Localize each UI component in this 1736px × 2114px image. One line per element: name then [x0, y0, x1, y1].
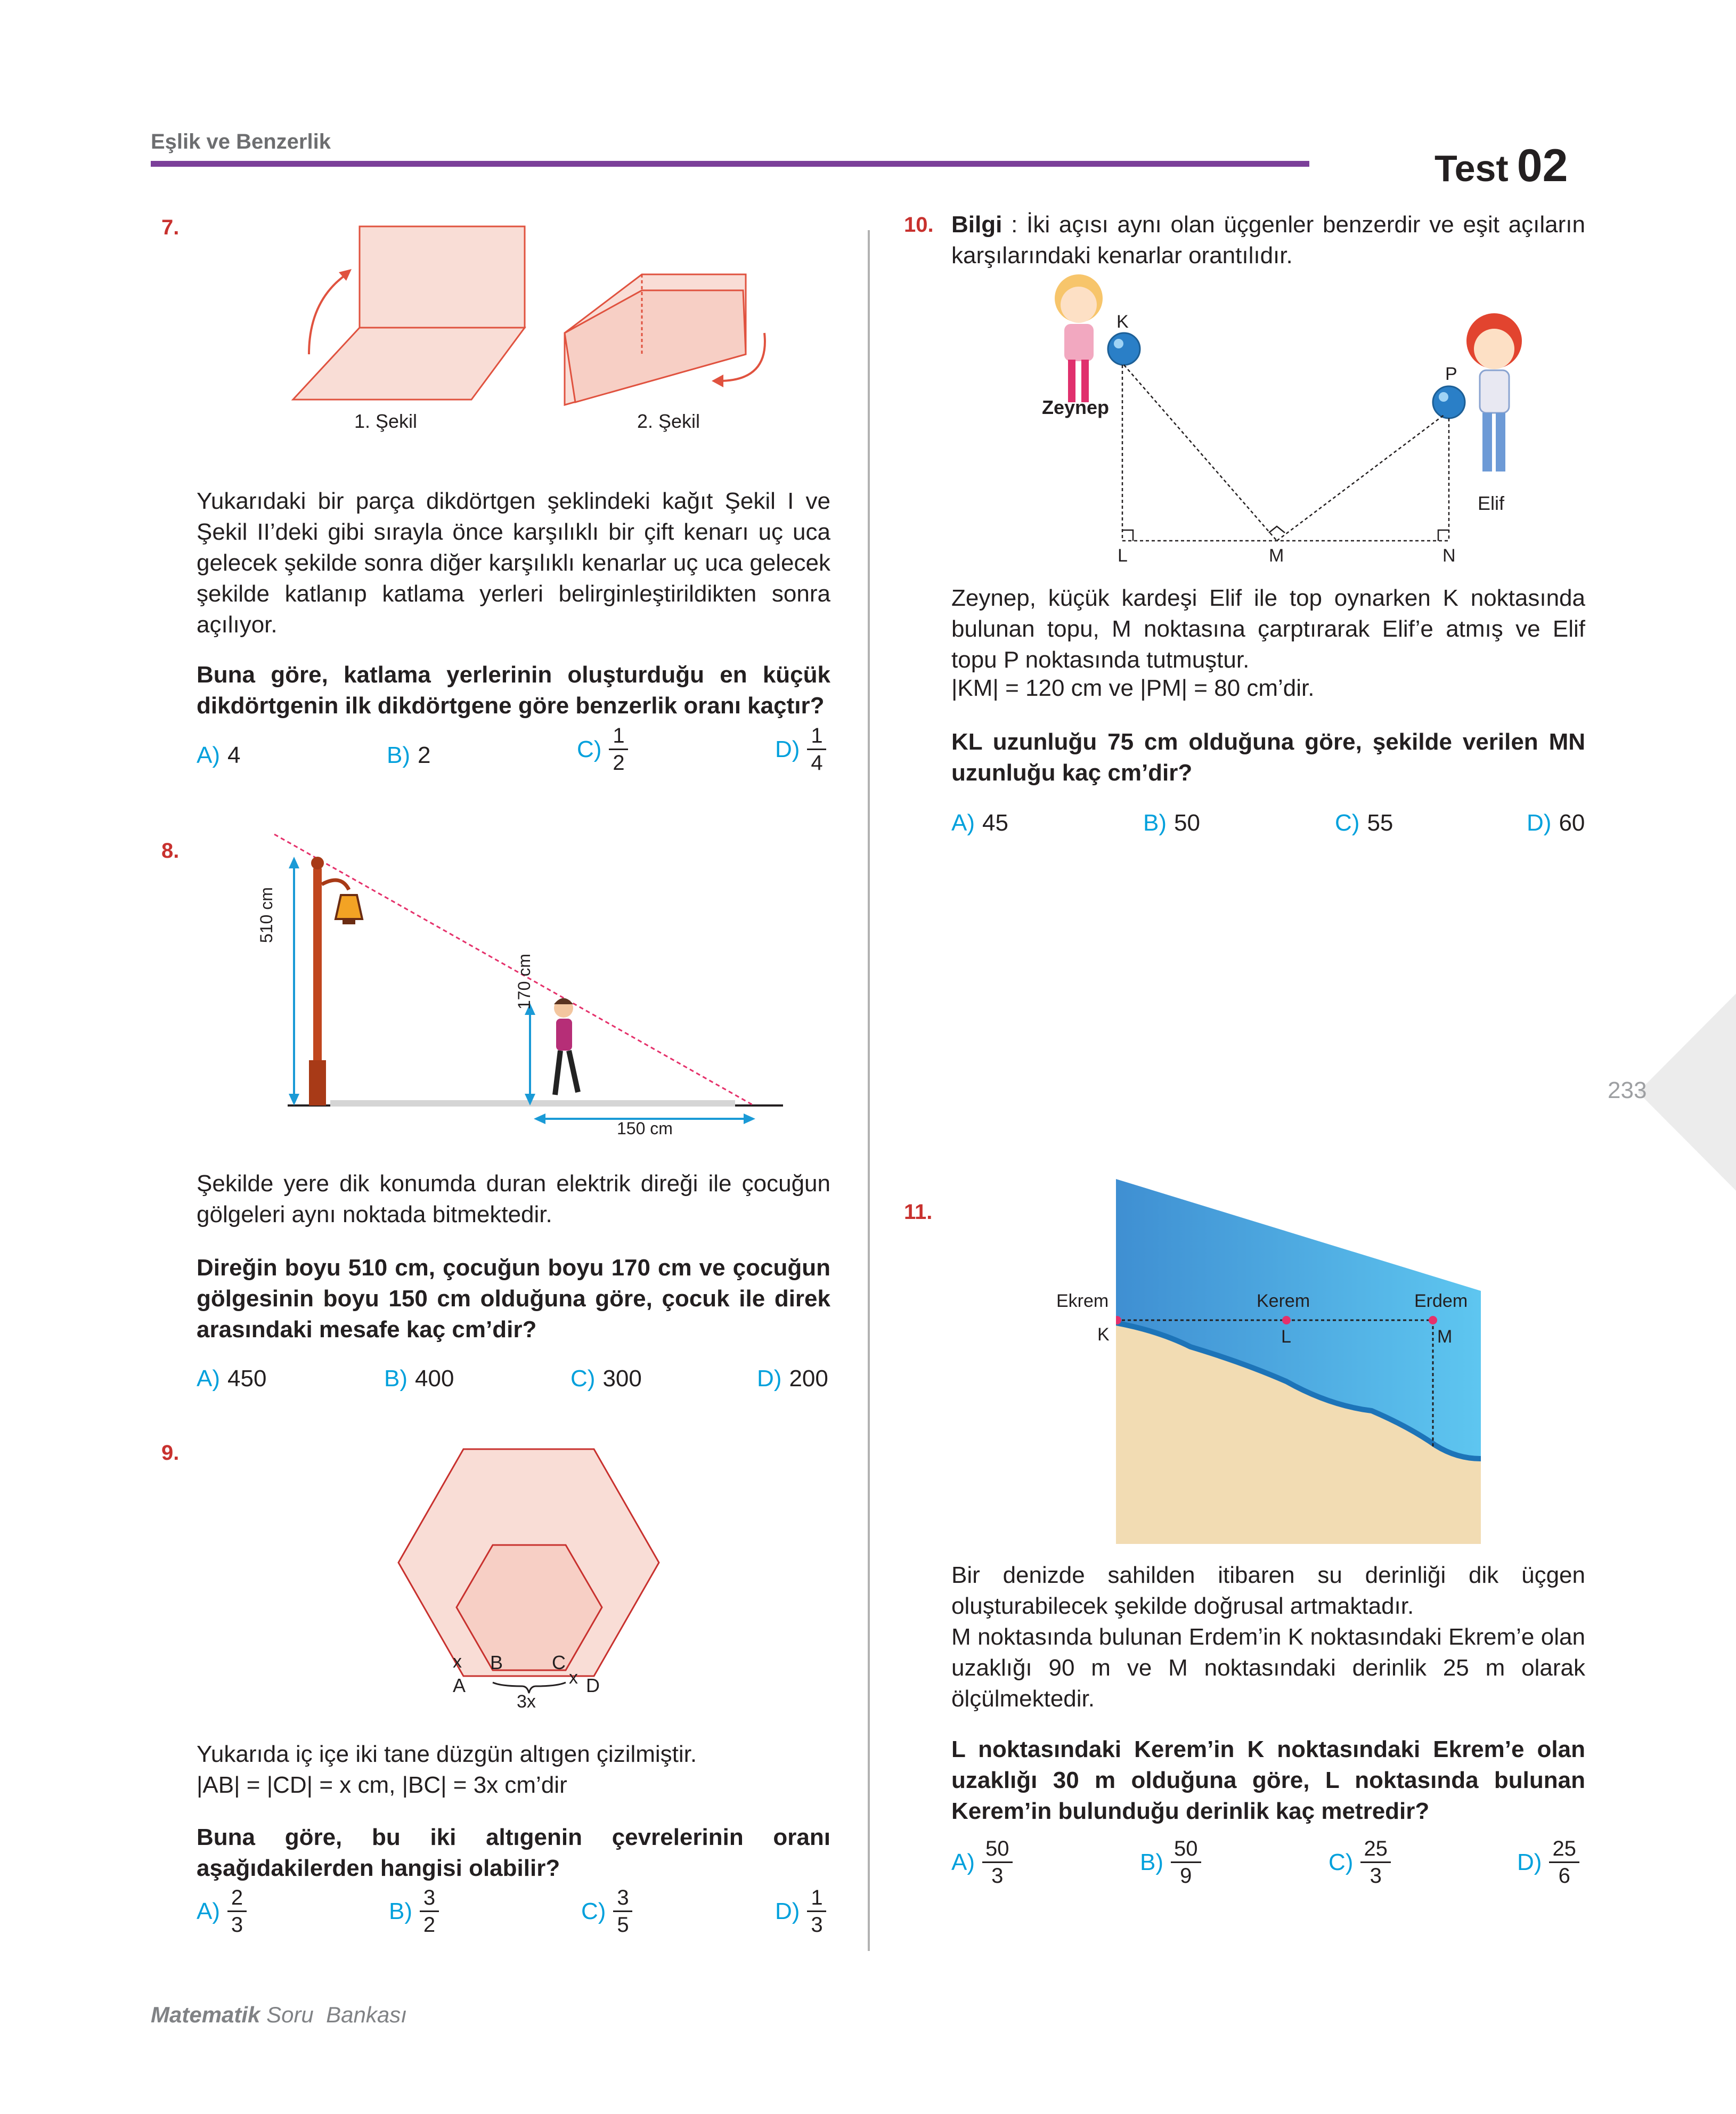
- denominator: 3: [231, 1913, 243, 1937]
- q11-label-kerem: Kerem: [1257, 1291, 1310, 1311]
- option-letter: C): [581, 1898, 606, 1924]
- option-letter: B): [1140, 1849, 1163, 1875]
- q9-label-x2: x: [569, 1668, 578, 1688]
- option-value: 400: [415, 1365, 454, 1392]
- option-value: 50: [1174, 810, 1200, 836]
- numerator: 50: [985, 1837, 1009, 1860]
- denominator: 6: [1558, 1864, 1570, 1888]
- option-value: 300: [602, 1365, 642, 1392]
- q10-ball-shine: [1439, 392, 1448, 402]
- q8-arrowhead: [534, 1113, 545, 1124]
- option-letter: D): [1527, 810, 1552, 836]
- q10-figure: [1039, 261, 1534, 559]
- fraction: [227, 1885, 247, 1938]
- fraction: [1171, 1836, 1201, 1889]
- q8-option-d[interactable]: [757, 1365, 828, 1392]
- q10-question: KL uzunluğu 75 cm olduğuna göre, şekilde verilen MN uzunluğu kaç cm’dir?: [951, 729, 1585, 786]
- q8-lamp-bottom: [343, 919, 355, 924]
- numerator: 1: [811, 1886, 823, 1909]
- q7-option-b[interactable]: [387, 742, 430, 769]
- q9-label-D: D: [586, 1674, 600, 1696]
- q9-figure: [394, 1444, 666, 1721]
- q10-info-text: : İki açısı aynı olan üçgenler benzerdir ve eşit açıların karşılarındaki kenarlar orantılıdır.: [951, 212, 1585, 269]
- q7-question: Buna göre, katlama yerlerinin oluşturduğu en küçük dikdörtgenin ilk dikdörtgene göre benzerlik oranı kaçtır?: [197, 662, 830, 719]
- q10-elif-body: [1480, 370, 1509, 413]
- q10-ball-shine: [1114, 339, 1123, 348]
- option-value: 55: [1367, 810, 1393, 836]
- numerator: 1: [613, 724, 625, 747]
- numerator: 50: [1174, 1837, 1198, 1860]
- q8-pole-base: [309, 1060, 326, 1105]
- option-value: 4: [227, 742, 241, 768]
- denominator: 9: [1180, 1864, 1192, 1888]
- q11-label-k: K: [1097, 1324, 1110, 1345]
- option-letter: D): [757, 1365, 782, 1392]
- q10-label-elif: Elif: [1478, 492, 1505, 514]
- q9-label-C: C: [552, 1652, 566, 1673]
- q8-child-leg: [555, 1051, 560, 1095]
- denominator: 3: [991, 1864, 1004, 1888]
- q8-shadow: [330, 1100, 735, 1107]
- q11-point-m: [1429, 1316, 1437, 1324]
- option-value: 2: [418, 742, 431, 768]
- option-letter: D): [775, 736, 800, 762]
- q8-option-a[interactable]: [197, 1365, 266, 1392]
- q7-option-d[interactable]: [775, 723, 826, 776]
- q7-option-c[interactable]: [577, 723, 628, 776]
- q9-label-A: A: [453, 1674, 466, 1696]
- fraction: [1360, 1836, 1391, 1889]
- option-value: 60: [1559, 810, 1585, 836]
- option-letter: A): [951, 1849, 975, 1875]
- q10-option-b[interactable]: [1143, 810, 1200, 836]
- q11-label-l: L: [1281, 1327, 1291, 1347]
- option-letter: A): [197, 1365, 220, 1392]
- q10-ball-k: [1108, 333, 1140, 365]
- label-text: 170 cm: [515, 954, 534, 1010]
- option-letter: C): [1329, 1849, 1354, 1875]
- q8-option-c[interactable]: [570, 1365, 642, 1392]
- page-tab-shape: [1638, 994, 1736, 1191]
- option-letter: D): [1517, 1849, 1542, 1875]
- q8-arrowhead: [289, 857, 299, 868]
- q10-zeynep-leg: [1068, 360, 1075, 402]
- test-label: [1435, 140, 1568, 192]
- q9-text1: Yukarıda iç içe iki tane düzgün altıgen çizilmiştir.: [197, 1741, 697, 1767]
- numerator: 3: [423, 1886, 436, 1909]
- q10-label-zeynep: Zeynep: [1042, 396, 1110, 418]
- numerator: 25: [1552, 1837, 1576, 1860]
- q11-option-d[interactable]: [1517, 1836, 1579, 1889]
- q9-option-d[interactable]: [775, 1885, 826, 1938]
- footer-rest: Soru Bankası: [260, 2002, 407, 2027]
- q11-option-b[interactable]: [1140, 1836, 1201, 1889]
- q7-fig2-back: [565, 290, 746, 402]
- option-value: 200: [789, 1365, 828, 1392]
- option-letter: A): [951, 810, 975, 836]
- q8-shadow-label: 150 cm: [617, 1119, 673, 1138]
- page-number: 233: [1608, 1077, 1647, 1103]
- q10-info-label: Bilgi: [951, 212, 1003, 238]
- q8-pole-top: [311, 857, 324, 869]
- q10-text1: Zeynep, küçük kardeşi Elif ile top oynarken K noktasında bulunan topu, M noktasına çarptırarak Elif’e atmış ve Elif topu P noktasında tutmuştur.: [951, 585, 1585, 673]
- q10-label-m: M: [1269, 546, 1284, 566]
- q11-text1: Bir denizde sahilden itibaren su derinliği dik üçgen oluşturabilecek şekilde doğrusal artmaktadır.: [951, 1562, 1585, 1619]
- q10-segment-km: [1124, 365, 1277, 541]
- chapter-title: Eşlik ve Benzerlik: [151, 130, 331, 153]
- option-letter: B): [384, 1365, 407, 1392]
- q7-fig1-arrow: [309, 274, 346, 354]
- q8-arrowhead: [744, 1113, 755, 1124]
- q10-segment-mp: [1277, 414, 1445, 541]
- q7-number: 7.: [161, 216, 180, 239]
- option-letter: B): [1143, 810, 1167, 836]
- q11-text2: M noktasında bulunan Erdem’in K noktasındaki Ekrem’e olan uzaklığı 90 m ve M noktasındaki derinlik 25 m olarak ölçülmektedir.: [951, 1624, 1585, 1712]
- header-rule: [151, 161, 1309, 167]
- footer-brand: Matematik: [151, 2002, 260, 2027]
- q11-point-l: [1282, 1316, 1291, 1324]
- q7-option-a[interactable]: [197, 742, 240, 769]
- q11-label-ekrem: Ekrem: [1056, 1291, 1109, 1311]
- q10-label-p: P: [1445, 364, 1457, 384]
- q7-fig1-lower-half: [293, 328, 525, 400]
- q8-light-ray: [274, 834, 754, 1105]
- q8-child-height-label: [515, 903, 534, 1010]
- q7-figure: [288, 221, 820, 434]
- q7-fig2-arrowhead: [712, 375, 723, 387]
- numerator: 25: [1364, 1837, 1388, 1860]
- q10-number: 10.: [904, 213, 934, 237]
- q8-lamp: [336, 895, 362, 919]
- q10-label-k: K: [1116, 312, 1129, 332]
- q8-number: 8.: [161, 839, 180, 863]
- q9-text2: |AB| = |CD| = x cm, |BC| = 3x cm’dir: [197, 1772, 567, 1798]
- q7-text: Yukarıdaki bir parça dikdörtgen şeklindeki kağıt Şekil I ve Şekil II’deki gibi sırayla önce karşılıklı bir çift kenarı uç uca gelecek şekilde sonra diğer karşılıklı kenarlar uç uca gelecek şekilde katlanıp katlama yerleri belirginleştirildikten sonra açılıyor.: [197, 488, 830, 638]
- denominator: 5: [617, 1913, 629, 1937]
- q8-option-b[interactable]: [384, 1365, 454, 1392]
- denominator: 2: [423, 1913, 436, 1937]
- q9-option-c[interactable]: [581, 1885, 632, 1938]
- q8-child-leg: [569, 1051, 578, 1092]
- option-letter: C): [570, 1365, 596, 1392]
- option-letter: B): [389, 1898, 412, 1924]
- option-letter: A): [197, 1898, 220, 1924]
- q10-zeynep-body: [1064, 324, 1094, 361]
- q7-fig2-label: 2. Şekil: [637, 410, 700, 432]
- q8-pole: [313, 868, 322, 1066]
- q10-elif-leg: [1482, 413, 1492, 471]
- test-word: Test: [1435, 148, 1509, 189]
- q11-number: 11.: [904, 1200, 933, 1224]
- q10-angle-mark-m: [1269, 526, 1285, 533]
- option-letter: B): [387, 742, 410, 768]
- q8-question: Direğin boyu 510 cm, çocuğun boyu 170 cm ve çocuğun gölgesinin boyu 150 cm olduğuna göre, çocuk ile direk arasındaki mesafe kaç cm’dir?: [197, 1255, 830, 1343]
- q9-option-a[interactable]: [197, 1885, 247, 1938]
- test-number: 02: [1517, 140, 1568, 191]
- q10-ball-p: [1433, 386, 1465, 418]
- q9-label-x1: x: [453, 1652, 462, 1672]
- option-letter: C): [1335, 810, 1360, 836]
- option-letter: A): [197, 742, 220, 768]
- q8-arrowhead: [289, 1094, 299, 1105]
- q8-lamp-arm: [322, 880, 349, 890]
- fraction: [982, 1836, 1013, 1889]
- q10-elif-leg: [1496, 413, 1505, 471]
- q7-fig1-label: 1. Şekil: [354, 410, 418, 432]
- q11-label-erdem: Erdem: [1414, 1291, 1468, 1311]
- fraction: [609, 723, 628, 776]
- q11-option-a[interactable]: [951, 1836, 1013, 1889]
- fraction: [807, 723, 826, 776]
- q11-option-c[interactable]: [1329, 1836, 1391, 1889]
- option-value: 450: [227, 1365, 267, 1392]
- fraction: [613, 1885, 632, 1938]
- q9-question: Buna göre, bu iki altıgenin çevrelerinin oranı aşağıdakilerden hangisi olabilir?: [197, 1824, 830, 1881]
- q8-child-body: [556, 1019, 572, 1051]
- denominator: 3: [1370, 1864, 1382, 1888]
- denominator: 2: [613, 751, 625, 775]
- q9-option-b[interactable]: [389, 1885, 439, 1938]
- q10-label-l: L: [1118, 546, 1128, 566]
- fraction: [1549, 1836, 1579, 1889]
- q10-zeynep-leg: [1081, 360, 1089, 402]
- q10-zeynep-face: [1061, 287, 1097, 323]
- option-letter: D): [775, 1898, 800, 1924]
- q8-child-hair: [554, 998, 573, 1005]
- q10-elif-face: [1474, 329, 1514, 369]
- numerator: 2: [231, 1886, 243, 1909]
- q10-option-c[interactable]: [1335, 810, 1393, 836]
- denominator: 3: [811, 1913, 823, 1937]
- q10-right-angle-l: [1122, 530, 1133, 541]
- label-text: 510 cm: [257, 887, 276, 943]
- numerator: 1: [811, 724, 823, 747]
- numerator: 3: [617, 1886, 629, 1909]
- q10-option-d[interactable]: [1527, 810, 1585, 836]
- q10-option-a[interactable]: [951, 810, 1008, 836]
- q7-fig1-upper-half: [360, 226, 525, 328]
- footer-book-title: [151, 2002, 407, 2028]
- q11-question: L noktasındaki Kerem’in K noktasındaki Ekrem’e olan uzaklığı 30 m olduğuna göre, L noktasında bulunan Kerem’in bulunduğu derinlik kaç metredir?: [951, 1736, 1585, 1824]
- option-letter: C): [577, 736, 602, 762]
- fraction: [420, 1885, 439, 1938]
- column-divider: [868, 230, 870, 1951]
- q10-label-n: N: [1442, 546, 1456, 566]
- q9-label-3x: 3x: [517, 1692, 536, 1712]
- q9-label-B: B: [490, 1652, 503, 1673]
- q10-text2: |KM| = 120 cm ve |PM| = 80 cm’dir.: [951, 675, 1315, 701]
- q8-text: Şekilde yere dik konumda duran elektrik direği ile çocuğun gölgeleri aynı noktada bitmektedir.: [197, 1170, 830, 1227]
- q9-number: 9.: [161, 1441, 180, 1465]
- fraction: [807, 1885, 826, 1938]
- option-value: 45: [982, 810, 1008, 836]
- q10-right-angle-n: [1438, 530, 1449, 541]
- q11-figure: [1116, 1176, 1484, 1544]
- q8-pole-height-label: [257, 836, 276, 943]
- denominator: 4: [811, 751, 823, 775]
- q11-label-m: M: [1437, 1327, 1453, 1347]
